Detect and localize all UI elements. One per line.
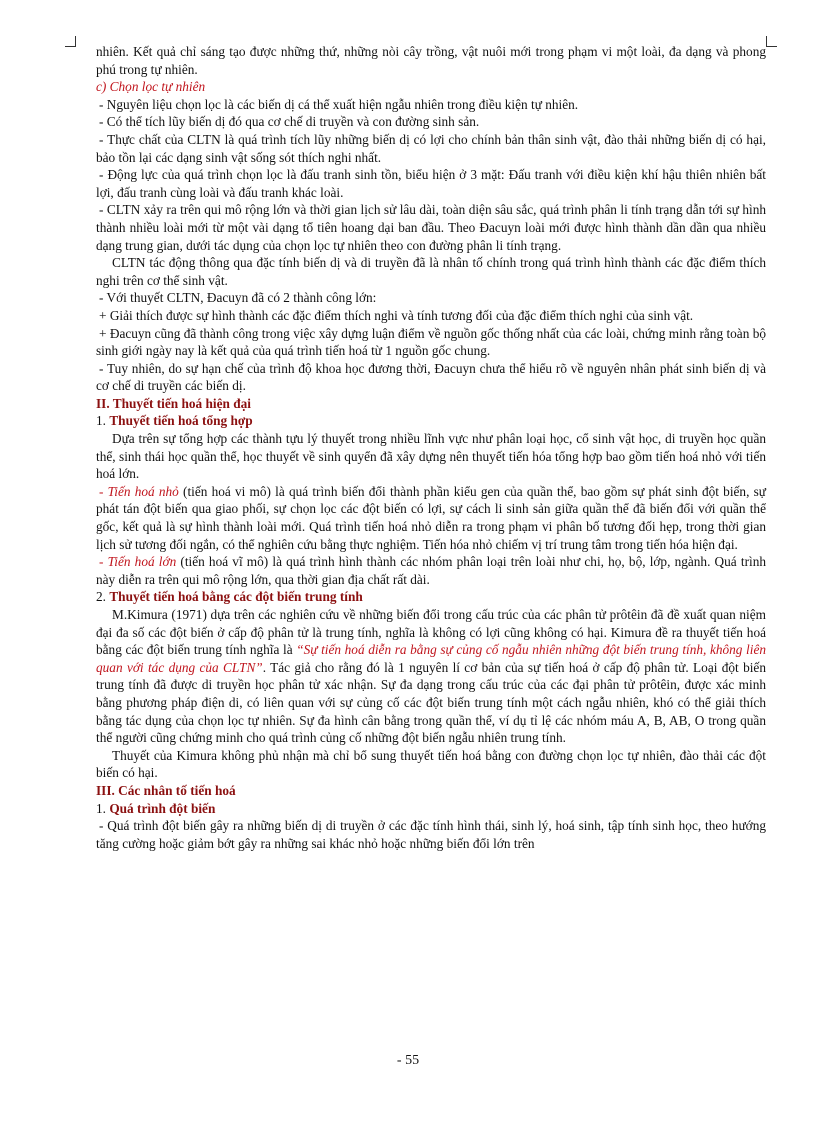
bullet-item: - Động lực của quá trình chọn lọc là đấu tranh sinh tồn, biểu hiện ở 3 mặt: Đấu tranh với điều kiện khí hậu thiên nhiên bất lợi, đấu tranh cùng loài và đấu tranh khác loài. xyxy=(96,167,766,200)
bullet-item: - Với thuyết CLTN, Đacuyn đã có 2 thành công lớn: xyxy=(99,290,377,306)
term-macroevolution: - Tiến hoá lớn xyxy=(99,554,177,570)
subsection-heading-3 xyxy=(96,800,766,818)
bullet-item: - Tuy nhiên, do sự hạn chế của trình độ khoa học đương thời, Đacuyn chưa thể hiểu rõ về nguyên nhân phát sinh biến dị và cơ chế di truyền các biến dị. xyxy=(96,360,766,394)
paragraph xyxy=(96,483,766,553)
heading-number: 1. xyxy=(96,800,106,816)
subsection-heading-1 xyxy=(96,412,766,430)
section-heading-III: III. Các nhân tố tiến hoá xyxy=(96,782,236,798)
bullet-item: - Có thể tích lũy biến dị đó qua cơ chế di truyền và con đường sinh sản. xyxy=(99,114,480,130)
bullet-item: - Nguyên liệu chọn lọc là các biến dị cá thể xuất hiện ngẫu nhiên trong điều kiện tự nhiên. xyxy=(99,96,579,112)
crop-mark-top-right xyxy=(766,36,777,47)
term-microevolution: - Tiến hoá nhỏ xyxy=(99,483,179,499)
subsection-heading-2 xyxy=(96,588,766,606)
heading-number: 1. xyxy=(96,413,106,429)
paragraph-text: (tiến hoá vi mô) là quá trình biến đổi thành phần kiểu gen của quần thể, bao gồm sự phát sinh đột biến, sự phát tán đột biến qua giao phối, sự chọn lọc các đột biến có lợi, sự cách li sinh sản giữa quần thể đã biến đổi với quần thể gốc, kết quả là sự hình thành loài mới. Quá trình tiến hoá nhỏ diễn ra trong phạm vi phân bố tương đối hẹp, trong thời gian lịch sử tương đối ngắn, có thể nghiên cứu bằng thực nghiệm. Tiến hóa nhỏ chiếm vị trí trung tâm trong tiến hóa hiện đại. xyxy=(96,483,766,552)
heading-title: Thuyết tiến hoá bằng các đột biến trung tính xyxy=(109,589,363,605)
crop-mark-top-left xyxy=(65,36,76,47)
kimura-quote: “Sự tiến hoá diễn ra bằng sự củng cố ngẫu nhiên những đột biến trung tính, không liên quan với tác dụng của CLTN” xyxy=(96,642,766,675)
page-number: - 55 xyxy=(396,1053,420,1068)
paragraph-text: (tiến hoá vĩ mô) là quá trình hình thành các nhóm phân loại trên loài như chi, họ, bộ, lớp, ngành. Quá trình này diễn ra trên qui mô rộng lớn, qua thời gian địa chất rất dài. xyxy=(96,554,766,587)
paragraph: CLTN tác động thông qua đặc tính biến dị và di truyền đã là nhân tố chính trong quá trình hình thành các đặc điểm thích nghi trên cơ thể sinh vật. xyxy=(96,255,766,288)
bullet-item: + Giải thích được sự hình thành các đặc điểm thích nghi và tính tương đối của đặc điểm thích nghi của sinh vật. xyxy=(99,307,694,323)
bullet-item: + Đacuyn cũng đã thành công trong việc xây dựng luận điểm về nguồn gốc thống nhất của các loài, chứng minh rằng toàn bộ sinh giới ngày nay là kết quả của quá trình tiến hoá từ 1 nguồn gốc chung. xyxy=(96,325,766,359)
heading-title: Thuyết tiến hoá tổng hợp xyxy=(109,413,253,429)
paragraph-text: M.Kimura (1971) dựa trên các nghiên cứu về những biến đổi trong cấu trúc của các phân tử prôtêin đã đề xuất quan niệm đại đa số các đột biến ở cấp độ phân tử là trung tính, nghĩa là không có lợi cũng không có hại. Kimura đề ra thuyết tiến hoá bằng các đột biến trung tính nghĩa là xyxy=(96,607,766,658)
paragraph: Thuyết của Kimura không phủ nhận mà chỉ bổ sung thuyết tiến hoá bằng con đường chọn lọc tự nhiên, đào thải các đột biến có hại. xyxy=(96,747,766,781)
subheading-natural-selection: c) Chọn lọc tự nhiên xyxy=(96,79,206,95)
paragraph: nhiên. Kết quả chỉ sáng tạo được những thứ, những nòi cây trồng, vật nuôi mới trong phạm vi một loài, đa dạng và phong phú trong tự nhiên. xyxy=(96,44,766,77)
paragraph xyxy=(96,553,766,588)
paragraph xyxy=(96,606,766,747)
bullet-item: - CLTN xảy ra trên qui mô rộng lớn và thời gian lịch sử lâu dài, toàn diện sâu sắc, quá trình phân li tính trạng dẫn tới sự hình thành nhiều loài mới từ một vài dạng tổ tiên hoang dại ban đầu. Theo Đacuyn loài mới được hình thành dần dần qua nhiều dạng trung gian, dưới tác dụng của chọn lọc tự nhiên theo con đường phân li tính trạng. xyxy=(96,202,766,253)
heading-title: Quá trình đột biến xyxy=(109,800,216,816)
page-body xyxy=(96,43,766,852)
paragraph: Dựa trên sự tổng hợp các thành tựu lý thuyết trong nhiều lĩnh vực như phân loại học, cổ sinh vật học, di truyền học quần thể, sinh thái học quần thể, học thuyết về sinh quyển đã xây dựng nên thuyết tiến hóa tổng hợp bao gồm tiến hoá nhỏ với tiến hoá lớn. xyxy=(96,431,766,482)
bullet-item: - Thực chất của CLTN là quá trình tích lũy những biến dị có lợi cho chính bản thân sinh vật, đào thải những biến dị có hại, bảo tồn lại các dạng sinh vật sống sót thích nghi nhất. xyxy=(96,131,766,165)
bullet-item: - Quá trình đột biến gây ra những biến dị di truyền ở các đặc tính hình thái, sinh lý, hoá sinh, tập tính sinh học, theo hướng tăng cường hoặc giảm bớt gây ra những sai khác nhỏ hoặc những biến đổi lớn trên xyxy=(96,818,766,851)
heading-number: 2. xyxy=(96,589,106,605)
section-heading-II: II. Thuyết tiến hoá hiện đại xyxy=(96,395,251,411)
paragraph-text: . Tác giả cho rằng đó là 1 nguyên lí cơ bản của sự tiến hoá ở cấp độ phân tử. Loại đột biến trung tính đã được di truyền học phân tử xác nhận. Sự đa dạng trong cấu trúc của các đại phân tử prôtêin, được xác minh bằng phương pháp điện di, có liên quan với sự củng cố các đột biến trung tính một cách ngẫu nhiên, khó có thể giải thích bằng tác dụng của chọn lọc tự nhiên. Sự đa hình cân bằng trong quần thể, ví dụ tỉ lệ các nhóm máu A, B, AB, O trong quần thể người cũng chứng minh cho quá trình củng cố những đột biến ngẫu nhiên trung tính. xyxy=(96,659,766,746)
